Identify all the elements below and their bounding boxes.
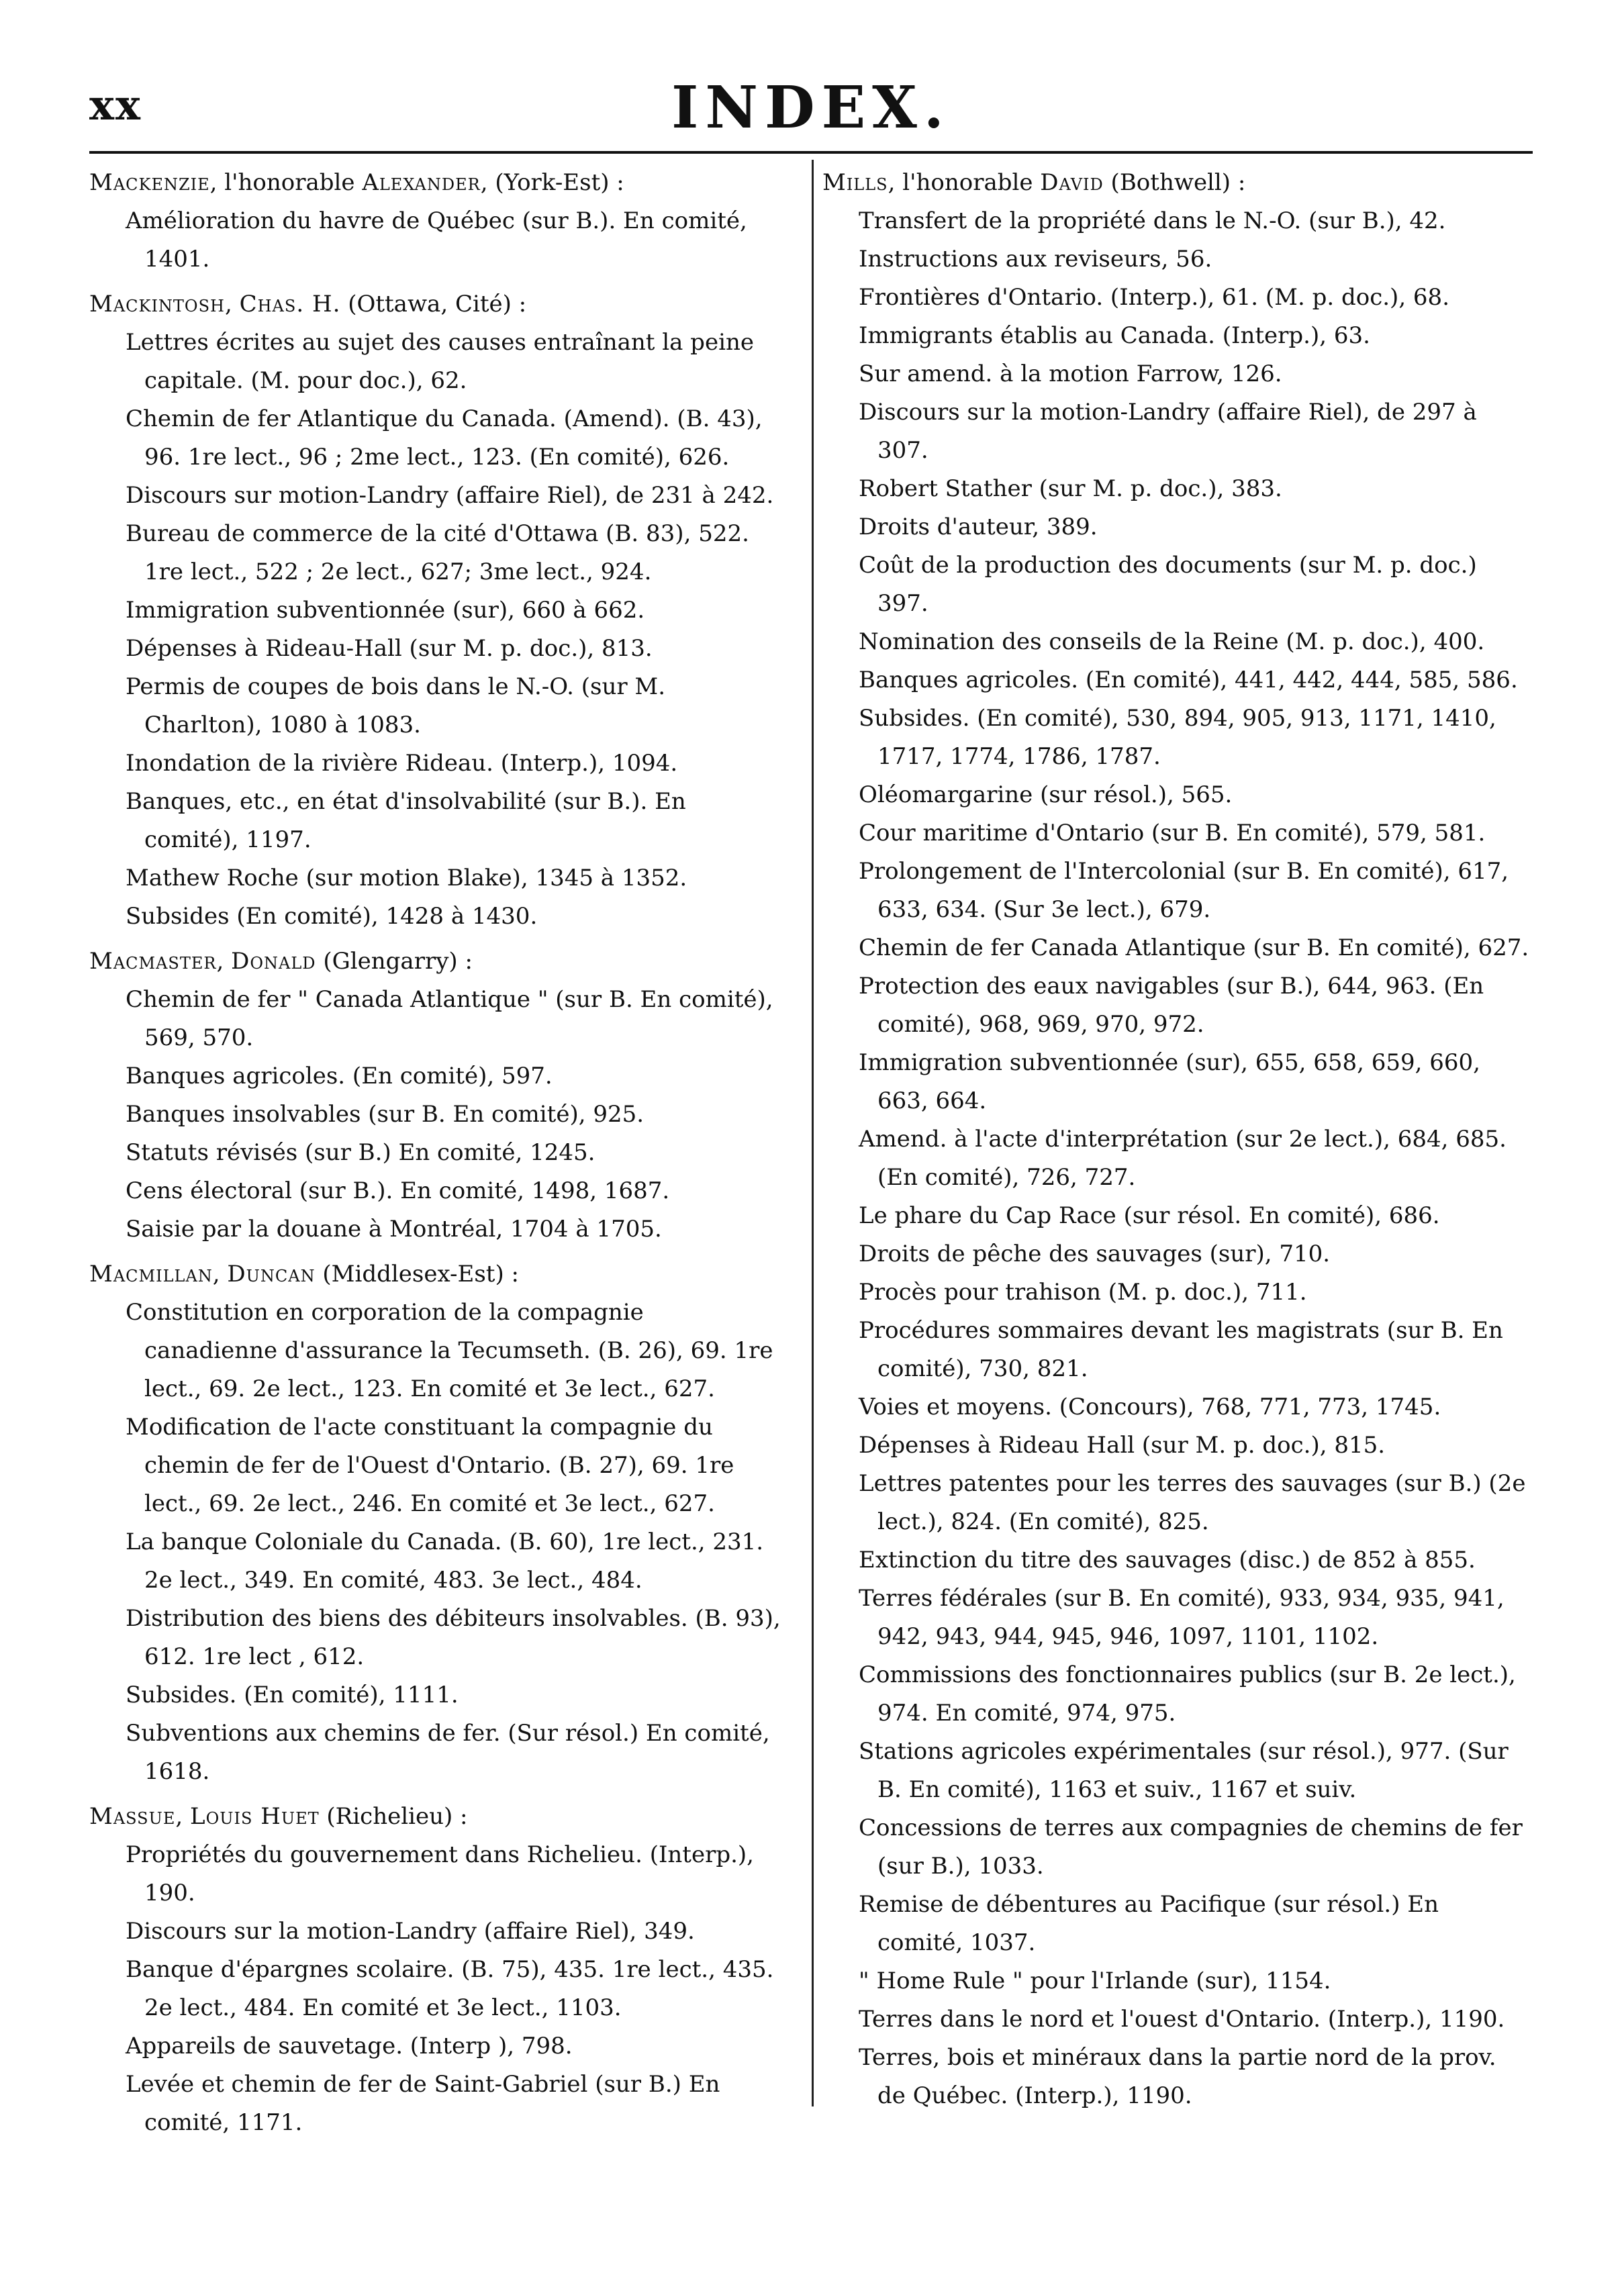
member-surname: Massue (89, 1803, 176, 1830)
index-item: Bureau de commerce de la cité d'Ottawa (B. 83), 522. 1re lect., 522 ; 2e lect., 627; 3me lect., 924. (126, 520, 749, 585)
index-item: " Home Rule " pour l'Irlande (sur), 1154. (859, 1968, 1331, 1994)
index-item: Permis de coupes de bois dans le N.-O. (sur M. Charlton), 1080 à 1083. (126, 673, 666, 738)
page-number: xx (89, 81, 142, 130)
index-item: Transfert de la propriété dans le N.-O. (sur B.), 42. (859, 207, 1446, 234)
index-item: Extinction du titre des sauvages (disc.) de 852 à 855. (859, 1547, 1476, 1573)
index-item: Stations agricoles expérimentales (sur résol.), 977. (Sur B. En comité), 1163 et suiv., 1167 et suiv. (859, 1738, 1509, 1803)
index-item: Sur amend. à la motion Farrow, 126. (859, 360, 1282, 387)
index-item: Lettres patentes pour les terres des sauvages (sur B.) (2e lect.), 824. (En comité), 825. (859, 1470, 1526, 1535)
index-item: La banque Coloniale du Canada. (B. 60), 1re lect., 231. 2e lect., 349. En comité, 483. 3e lect., 484. (126, 1529, 764, 1594)
index-item: Terres, bois et minéraux dans la partie nord de la prov. de Québec. (Interp.), 1190. (859, 2044, 1496, 2109)
member-riding: (Richelieu) : (319, 1803, 468, 1830)
member-title: , l'honorable (888, 169, 1041, 196)
index-entry (89, 285, 781, 936)
index-item: Discours sur la motion-Landry (affaire Riel), de 297 à 307. (859, 399, 1477, 464)
index-item: Banques, etc., en état d'insolvabilité (sur B.). En comité), 1197. (126, 788, 686, 853)
index-item: Protection des eaux navigables (sur B.), 644, 963. (En comité), 968, 969, 970, 972. (859, 973, 1484, 1038)
index-item: Immigration subventionnée (sur), 660 à 662. (126, 597, 645, 624)
index-item: Mathew Roche (sur motion Blake), 1345 à 1352. (126, 865, 687, 891)
index-entry (89, 164, 781, 279)
index-item: Oléomargarine (sur résol.), 565. (859, 781, 1233, 808)
member-heading (89, 285, 781, 324)
index-item: Lettres écrites au sujet des causes entraînant la peine capitale. (M. pour doc.), 62. (126, 329, 754, 394)
index-item: Instructions aux reviseurs, 56. (859, 246, 1212, 273)
member-surname: Macmaster (89, 948, 217, 975)
header-rule (89, 151, 1533, 154)
index-item: Banques insolvables (sur B. En comité), 925. (126, 1101, 644, 1128)
member-riding: (Glengarry) : (316, 948, 473, 975)
index-item: Concessions de terres aux compagnies de chemins de fer (sur B.), 1033. (859, 1814, 1523, 1880)
index-item: Subsides. (En comité), 530, 894, 905, 913, 1171, 1410, 1717, 1774, 1786, 1787. (859, 705, 1496, 770)
member-riding: , (York-Est) : (480, 169, 624, 196)
index-item: Amélioration du havre de Québec (sur B.). En comité, 1401. (126, 207, 747, 273)
entry-items (89, 1836, 781, 2142)
index-item: Inondation de la rivière Rideau. (Interp.), 1094. (126, 750, 678, 777)
index-item: Immigrants établis au Canada. (Interp.), 63. (859, 322, 1370, 349)
index-item: Cens électoral (sur B.). En comité, 1498, 1687. (126, 1177, 670, 1204)
entry-items (89, 1294, 781, 1791)
index-item: Nomination des conseils de la Reine (M. p. doc.), 400. (859, 628, 1485, 655)
member-heading (89, 1798, 781, 1836)
index-item: Commissions des fonctionnaires publics (sur B. 2e lect.), 974. En comité, 974, 975. (859, 1661, 1516, 1727)
index-item: Procès pour trahison (M. p. doc.), 711. (859, 1279, 1307, 1306)
member-given-name: Louis Huet (189, 1803, 320, 1830)
index-item: Banques agricoles. (En comité), 597. (126, 1063, 553, 1089)
index-item: Subsides (En comité), 1428 à 1430. (126, 903, 538, 930)
index-item: Dépenses à Rideau-Hall (sur M. p. doc.), 813. (126, 635, 653, 662)
index-item: Cour maritime d'Ontario (sur B. En comité), 579, 581. (859, 820, 1486, 846)
entry-items (89, 202, 781, 279)
index-item: Constitution en corporation de la compagnie canadienne d'assurance la Tecumseth. (B. 26), 69. 1re lect., 69. 2e lect., 123. En comité et 3e lect., 627. (126, 1299, 773, 1402)
index-item: Amend. à l'acte d'interprétation (sur 2e lect.), 684, 685. (En comité), 726, 727. (859, 1126, 1507, 1191)
member-given-name: Duncan (227, 1261, 316, 1288)
entry-items (89, 981, 781, 1249)
member-riding: (Bothwell) : (1103, 169, 1246, 196)
page-title: INDEX. (671, 74, 951, 142)
member-surname: Macmillan (89, 1261, 213, 1288)
entry-items (822, 202, 1531, 2115)
member-given-name: Chas. H. (239, 291, 341, 318)
index-item: Saisie par la douane à Montréal, 1704 à 1705. (126, 1216, 662, 1243)
index-item: Discours sur la motion-Landry (affaire Riel), 349. (126, 1918, 695, 1945)
member-heading (89, 942, 781, 981)
index-item: Subsides. (En comité), 1111. (126, 1682, 459, 1708)
member-heading (89, 1255, 781, 1294)
index-item: Chemin de fer Canada Atlantique (sur B. En comité), 627. (859, 934, 1529, 961)
index-item: Procédures sommaires devant les magistrats (sur B. En comité), 730, 821. (859, 1317, 1503, 1382)
index-item: Levée et chemin de fer de Saint-Gabriel (sur B.) En comité, 1171. (126, 2071, 720, 2136)
index-item: Droits de pêche des sauvages (sur), 710. (859, 1241, 1331, 1267)
member-heading (89, 164, 781, 202)
member-heading (822, 164, 1531, 202)
right-column (822, 164, 1531, 2122)
index-item: Terres fédérales (sur B. En comité), 933, 934, 935, 941, 942, 943, 944, 945, 946, 1097, 1101, 1102. (859, 1585, 1504, 1650)
index-item: Banques agricoles. (En comité), 441, 442, 444, 585, 586. (859, 667, 1518, 693)
index-entry (89, 1798, 781, 2142)
member-title: , l'honorable (209, 169, 363, 196)
left-column (89, 164, 781, 2149)
index-item: Dépenses à Rideau Hall (sur M. p. doc.), 815. (859, 1432, 1386, 1459)
index-item: Droits d'auteur, 389. (859, 514, 1098, 540)
index-item: Discours sur motion-Landry (affaire Riel), de 231 à 242. (126, 482, 774, 509)
index-item: Le phare du Cap Race (sur résol. En comité), 686. (859, 1202, 1440, 1229)
index-item: Modification de l'acte constituant la compagnie du chemin de fer de l'Ouest d'Ontario. (B. 27), 69. 1re lect., 69. 2e lect., 246. En comité et 3e lect., 627. (126, 1414, 734, 1517)
index-item: Immigration subventionnée (sur), 655, 658, 659, 660, 663, 664. (859, 1049, 1480, 1114)
member-riding: (Middlesex-Est) : (315, 1261, 519, 1288)
member-surname: Mackintosh (89, 291, 225, 318)
index-item: Terres dans le nord et l'ouest d'Ontario. (Interp.), 1190. (859, 2006, 1505, 2033)
member-title: , (175, 1803, 190, 1830)
member-surname: Mackenzie (89, 169, 210, 196)
member-title: , (224, 291, 240, 318)
index-item: Propriétés du gouvernement dans Richelieu. (Interp.), 190. (126, 1841, 754, 1906)
member-title: , (216, 948, 232, 975)
index-item: Coût de la production des documents (sur M. p. doc.) 397. (859, 552, 1477, 617)
index-item: Voies et moyens. (Concours), 768, 771, 773, 1745. (859, 1394, 1441, 1420)
entry-items (89, 324, 781, 936)
index-item: Banque d'épargnes scolaire. (B. 75), 435. 1re lect., 435. 2e lect., 484. En comité et 3e lect., 1103. (126, 1956, 774, 2021)
member-given-name: Donald (231, 948, 316, 975)
index-item: Subventions aux chemins de fer. (Sur résol.) En comité, 1618. (126, 1720, 770, 1785)
index-item: Statuts révisés (sur B.) En comité, 1245. (126, 1139, 595, 1166)
index-item: Remise de débentures au Pacifique (sur résol.) En comité, 1037. (859, 1891, 1439, 1956)
index-item: Chemin de fer " Canada Atlantique " (sur B. En comité), 569, 570. (126, 986, 773, 1051)
index-entry (822, 164, 1531, 2115)
member-given-name: Alexander (362, 169, 481, 196)
index-item: Prolongement de l'Intercolonial (sur B. En comité), 617, 633, 634. (Sur 3e lect.), 679. (859, 858, 1509, 923)
member-title: , (212, 1261, 228, 1288)
column-divider (812, 160, 814, 2106)
index-item: Appareils de sauvetage. (Interp ), 798. (126, 2033, 573, 2059)
index-item: Robert Stather (sur M. p. doc.), 383. (859, 475, 1282, 502)
index-item: Distribution des biens des débiteurs insolvables. (B. 93), 612. 1re lect , 612. (126, 1605, 781, 1670)
index-entry (89, 942, 781, 1249)
member-surname: Mills (822, 169, 888, 196)
member-riding: (Ottawa, Cité) : (340, 291, 527, 318)
index-item: Frontières d'Ontario. (Interp.), 61. (M. p. doc.), 68. (859, 284, 1449, 311)
member-given-name: David (1040, 169, 1104, 196)
index-entry (89, 1255, 781, 1791)
index-item: Chemin de fer Atlantique du Canada. (Amend). (B. 43), 96. 1re lect., 96 ; 2me lect., 123. (En comité), 626. (126, 405, 763, 471)
page-header (89, 74, 1533, 148)
